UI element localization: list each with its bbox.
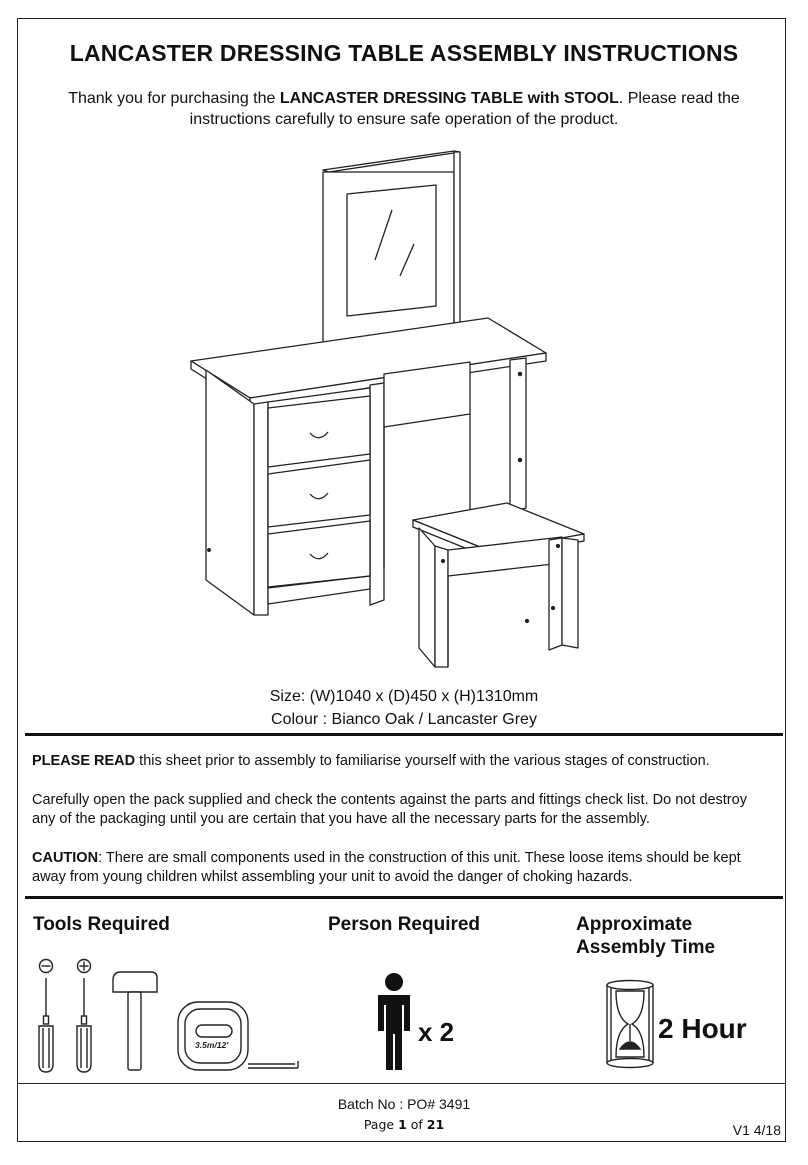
page-number (0, 1117, 808, 1132)
person-count: x 2 (418, 1017, 455, 1047)
page-total: 21 (426, 1117, 445, 1132)
time-heading-line1: Approximate (576, 914, 693, 935)
version-label: V1 4/18 (732, 1122, 781, 1138)
tools-heading: Tools Required (33, 914, 170, 935)
size-spec: Size: (W)1040 x (D)450 x (H)1310mm (269, 688, 539, 705)
tape-measure-icon (178, 1002, 298, 1070)
please-read-label: PLEASE READ (32, 753, 136, 769)
open-pack-note: Carefully open the pack supplied and check the contents against the parts and fittings check list. Do not destroy any of the packaging until you are certain that you have all the necessary parts for the assembly. (32, 792, 747, 827)
intro-text (30, 88, 778, 130)
colour-spec: Colour : Bianco Oak / Lancaster Grey (271, 711, 537, 728)
please-read-note (32, 752, 772, 771)
hammer-icon (113, 972, 157, 1070)
tape-measure-label: 3.5m/12' (195, 1040, 229, 1050)
divider-bottom (25, 896, 783, 899)
page-of: of (406, 1117, 427, 1132)
intro-suffix: . Please read the instructions carefully to ensure safe operation of the product. (189, 90, 740, 128)
intro-product-name: LANCASTER DRESSING TABLE with STOOL (279, 90, 619, 107)
please-read-text: this sheet prior to assembly to familiarise yourself with the various stages of construction. (135, 753, 710, 769)
person-heading: Person Required (328, 914, 481, 935)
page-title: LANCASTER DRESSING TABLE ASSEMBLY INSTRUCTIONS (69, 40, 739, 66)
hourglass-icon (604, 979, 656, 1069)
stool-drawing (413, 503, 584, 667)
tools-icons (33, 952, 303, 1077)
dressing-table-illustration (180, 148, 600, 688)
pedestal-drawing (206, 370, 384, 615)
caution-label: CAUTION (32, 850, 99, 866)
flat-screwdriver-icon (39, 960, 53, 1073)
footer-divider (17, 1083, 786, 1084)
batch-number: Batch No : PO# 3491 (337, 1096, 471, 1112)
caution-note (32, 849, 772, 887)
divider-top (25, 733, 783, 736)
intro-prefix: Thank you for purchasing the (68, 90, 280, 107)
assembly-time-value: 2 Hour (658, 1013, 747, 1044)
mirror-drawing (323, 151, 460, 344)
time-heading-line2: Assembly Time (576, 937, 716, 958)
page-prefix: Page (363, 1117, 399, 1132)
page-current: 1 (398, 1117, 407, 1132)
caution-text: : There are small components used in the construction of this unit. These loose items should be kept away from young children whilst assembling your unit to avoid the danger of choking hazards. (32, 850, 741, 885)
phillips-screwdriver-icon (77, 960, 91, 1073)
person-icon (374, 972, 414, 1072)
